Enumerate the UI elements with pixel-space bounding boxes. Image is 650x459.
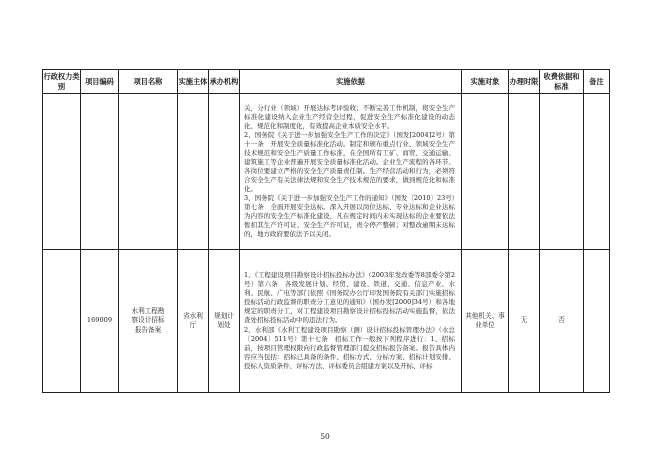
row2-fee: 否: [540, 250, 584, 393]
power-list-table: [42, 69, 610, 393]
header-code: 项目编码: [81, 70, 119, 94]
header-subject: 实施主体: [178, 70, 209, 94]
row2-category: [43, 250, 81, 393]
header-category: 行政权力类别: [43, 70, 81, 94]
header-target: 实施对象: [462, 70, 509, 94]
row1-limit: [509, 94, 540, 250]
header-limit: 办理时限: [509, 70, 540, 94]
row1-basis: [240, 94, 462, 250]
row1-basis-paragraph-2: 2、国务院《关于进一步加强安全生产工作的决定》（国发[2004]2号）第十一条 开展安全质量标准化活动。制定和颁布重点行业、领域安全生产技术规范和安全生产质量工作标准，在全国所有工矿、商贸、交通运输、建筑施工等企业普遍开展安全质量标准化活动。企业生产流程的各环节、各岗位要建立严格的安全生产质量责任制。生产经营活动和行为，必须符合安全生产有关法律法规和安全生产技术规范的要求，做到规范化和标准化。: [244, 130, 455, 194]
row1-basis-paragraph-1: 关，分行业（领域）开展达标考评验收；不断完善工作机制，将安全生产标准化建设纳入企业生产经营全过程，促进安全生产标准化建设的动态化、规范化和制度化，有效提高企业本质安全水平。: [244, 103, 455, 130]
row2-target: 其他机关、事业单位: [462, 250, 509, 393]
row2-name: 水利工程勘察设计招标报告备案: [119, 250, 178, 393]
row1-basis-paragraph-3: 3、国务院《关于进一步加强安全生产工作的通知》（国发〔2010〕23号）第七条 全面开展安全达标。深入开展以岗位达标、专业达标和企业达标为内容的安全生产标准化建设，凡在规定时间内未实现达标的企业要依法暂扣其生产许可证、安全生产许可证，责令停产整顿；对整改逾期未达标的，地方政府要依法予以关闭。: [244, 194, 455, 239]
header-note: 备注: [584, 70, 610, 94]
table-row: [43, 94, 610, 250]
row1-subject: [178, 94, 209, 250]
row1-category: [43, 94, 81, 250]
row2-office: 规划计划处: [209, 250, 240, 393]
row2-basis-paragraph-2: 2、水利部《水利工程建设项目勘察（测）设计招标投标管理办法》（水总〔2004〕511号）第十七条 招标工作一般按下列程序进行：1、招标前，按项目管理权限向行政监督管理部门提交招标报告备案。报告具体内容应当包括：招标已具备的条件、招标方式、分标方案、招标计划安排、投标人资质条件、评标方法、评标委员会组建方案以及开标、评标: [244, 325, 455, 370]
row1-code: [81, 94, 119, 250]
page-number: 50: [320, 432, 330, 441]
row1-fee: [540, 94, 584, 250]
row1-office: [209, 94, 240, 250]
row1-note: [584, 94, 610, 250]
row1-name: [119, 94, 178, 250]
row2-limit: 无: [509, 250, 540, 393]
row2-note: [584, 250, 610, 393]
row2-subject: 省水利厅: [178, 250, 209, 393]
row2-code: 169009: [81, 250, 119, 393]
header-basis: 实施依据: [240, 70, 462, 94]
header-row: [43, 70, 610, 94]
row2-basis: [240, 250, 462, 393]
row2-basis-paragraph-1: 1、《工程建设项目勘察设计招标投标办法》（2003年发改委等8部委令第2号）第六条 各级发展计划、经贸、建设、铁道、交通、信息产业、水利、民航、广电等部门依照《国务院办公厅印发国务院有关部门实施招标投标活动行政监督的职责分工意见的通知》（国办发[2000]34号）和各地规定的职责分工，对工程建设项目勘察设计招标投标活动实施监督，依法查处招标投标活动中的违法行为。: [244, 271, 455, 325]
header-name: 项目名称: [119, 70, 178, 94]
header-office: 承办机构: [209, 70, 240, 94]
table-row: [43, 250, 610, 393]
row1-target: [462, 94, 509, 250]
header-fee: 收费依据和标准: [540, 70, 584, 94]
